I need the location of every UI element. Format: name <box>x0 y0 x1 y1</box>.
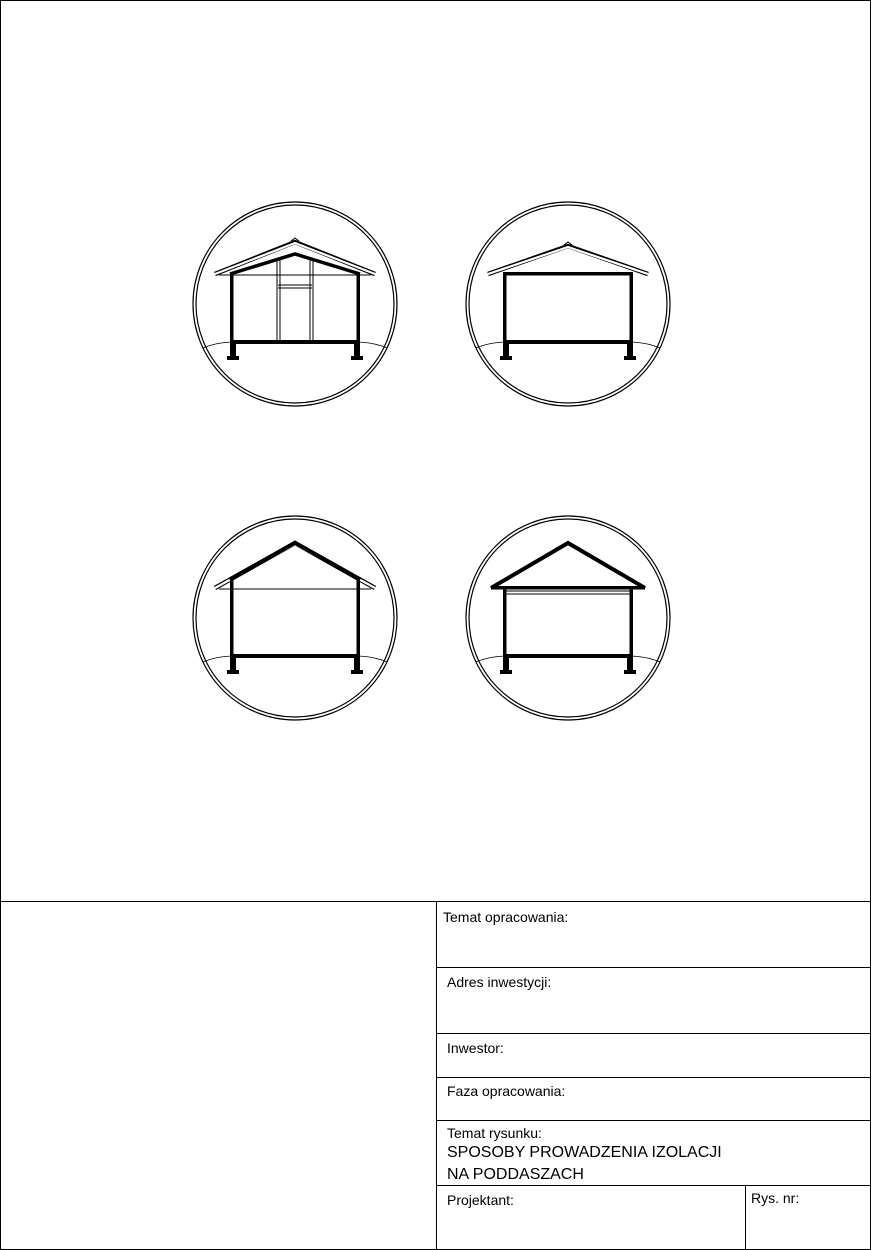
topic-label: Temat opracowania: <box>443 909 569 925</box>
title-block <box>1 901 870 1250</box>
address-label: Adres inwestycji: <box>447 974 552 990</box>
phase-label: Faza opracowania: <box>447 1083 566 1099</box>
detail-3 <box>193 516 397 720</box>
designer-field <box>437 1186 870 1250</box>
phase-field <box>437 1078 870 1121</box>
detail-2 <box>466 202 670 406</box>
drawing-number-cell <box>745 1186 871 1250</box>
drawing-topic-line-2: NA PODDASZACH <box>447 1166 584 1183</box>
address-field <box>437 968 870 1034</box>
detail-4 <box>466 516 670 720</box>
drawing-area <box>1 1 870 899</box>
drawing-topic-label: Temat rysunku: <box>447 1125 542 1141</box>
detail-1 <box>193 202 397 406</box>
designer-label: Projektant: <box>447 1192 514 1208</box>
title-block-blank-area <box>1 902 437 1250</box>
drawing-number-label: Rys. nr: <box>751 1190 800 1206</box>
drawing-topic-line-1: SPOSOBY PROWADZENIA IZOLACJI <box>447 1144 722 1161</box>
topic-field <box>437 902 870 968</box>
investor-label: Inwestor: <box>447 1040 504 1056</box>
investor-field <box>437 1034 870 1078</box>
